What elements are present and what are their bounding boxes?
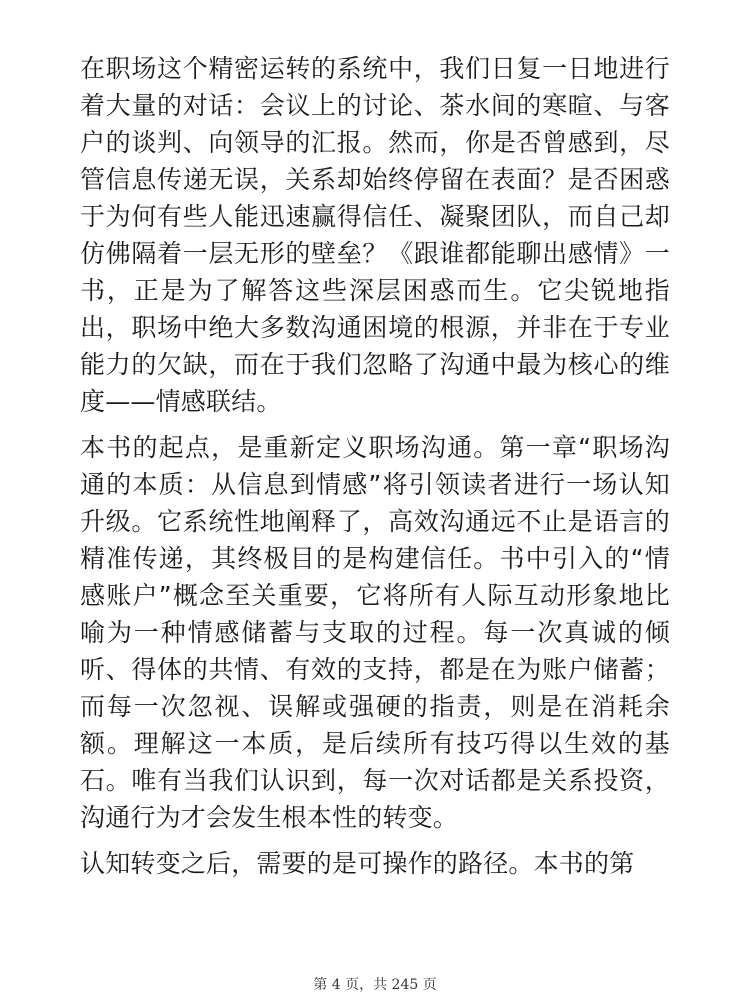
body-paragraph-3: 认知转变之后，需要的是可操作的路径。本书的第: [80, 849, 635, 878]
page-number-footer: 第 4 页，共 245 页: [313, 977, 437, 993]
body-paragraph-2: 本书的起点，是重新定义职场沟通。第一章“职场沟通的本质：从信息到情感”将引领读者进行一场认知升级。它系统性地阐释了，高效沟通远不止是语言的精准传递，其终极目的是构建信任。书中引入的“情感账户”概念至关重要，它将所有人际互动形象地比喻为一种情感储蓄与支取的过程。每一次真诚的倾听、得体的共情、有效的支持，都是在为账户储蓄；而每一次忽视、误解或强硬的指责，则是在消耗余额。理解这一本质，是后续所有技巧得以生效的基石。唯有当我们认识到，每一次对话都是关系投资，沟通行为才会发生根本性的转变。: [80, 433, 670, 832]
page-body: [80, 50, 670, 891]
body-paragraph-1: 在职场这个精密运转的系统中，我们日复一日地进行着大量的对话：会议上的讨论、茶水间的寒暄、与客户的谈判、向领导的汇报。然而，你是否曾感到，尽管信息传递无误，关系却始终停留在表面？是否困惑于为何有些人能迅速赢得信任、凝聚团队，而自己却仿佛隔着一层无形的壁垒？《跟谁都能聊出感情》一书，正是为了解答这些深层困惑而生。它尖锐地指出，职场中绝大多数沟通困境的根源，并非在于专业能力的欠缺，而在于我们忽略了沟通中最为核心的维度——情感联结。: [80, 54, 670, 416]
